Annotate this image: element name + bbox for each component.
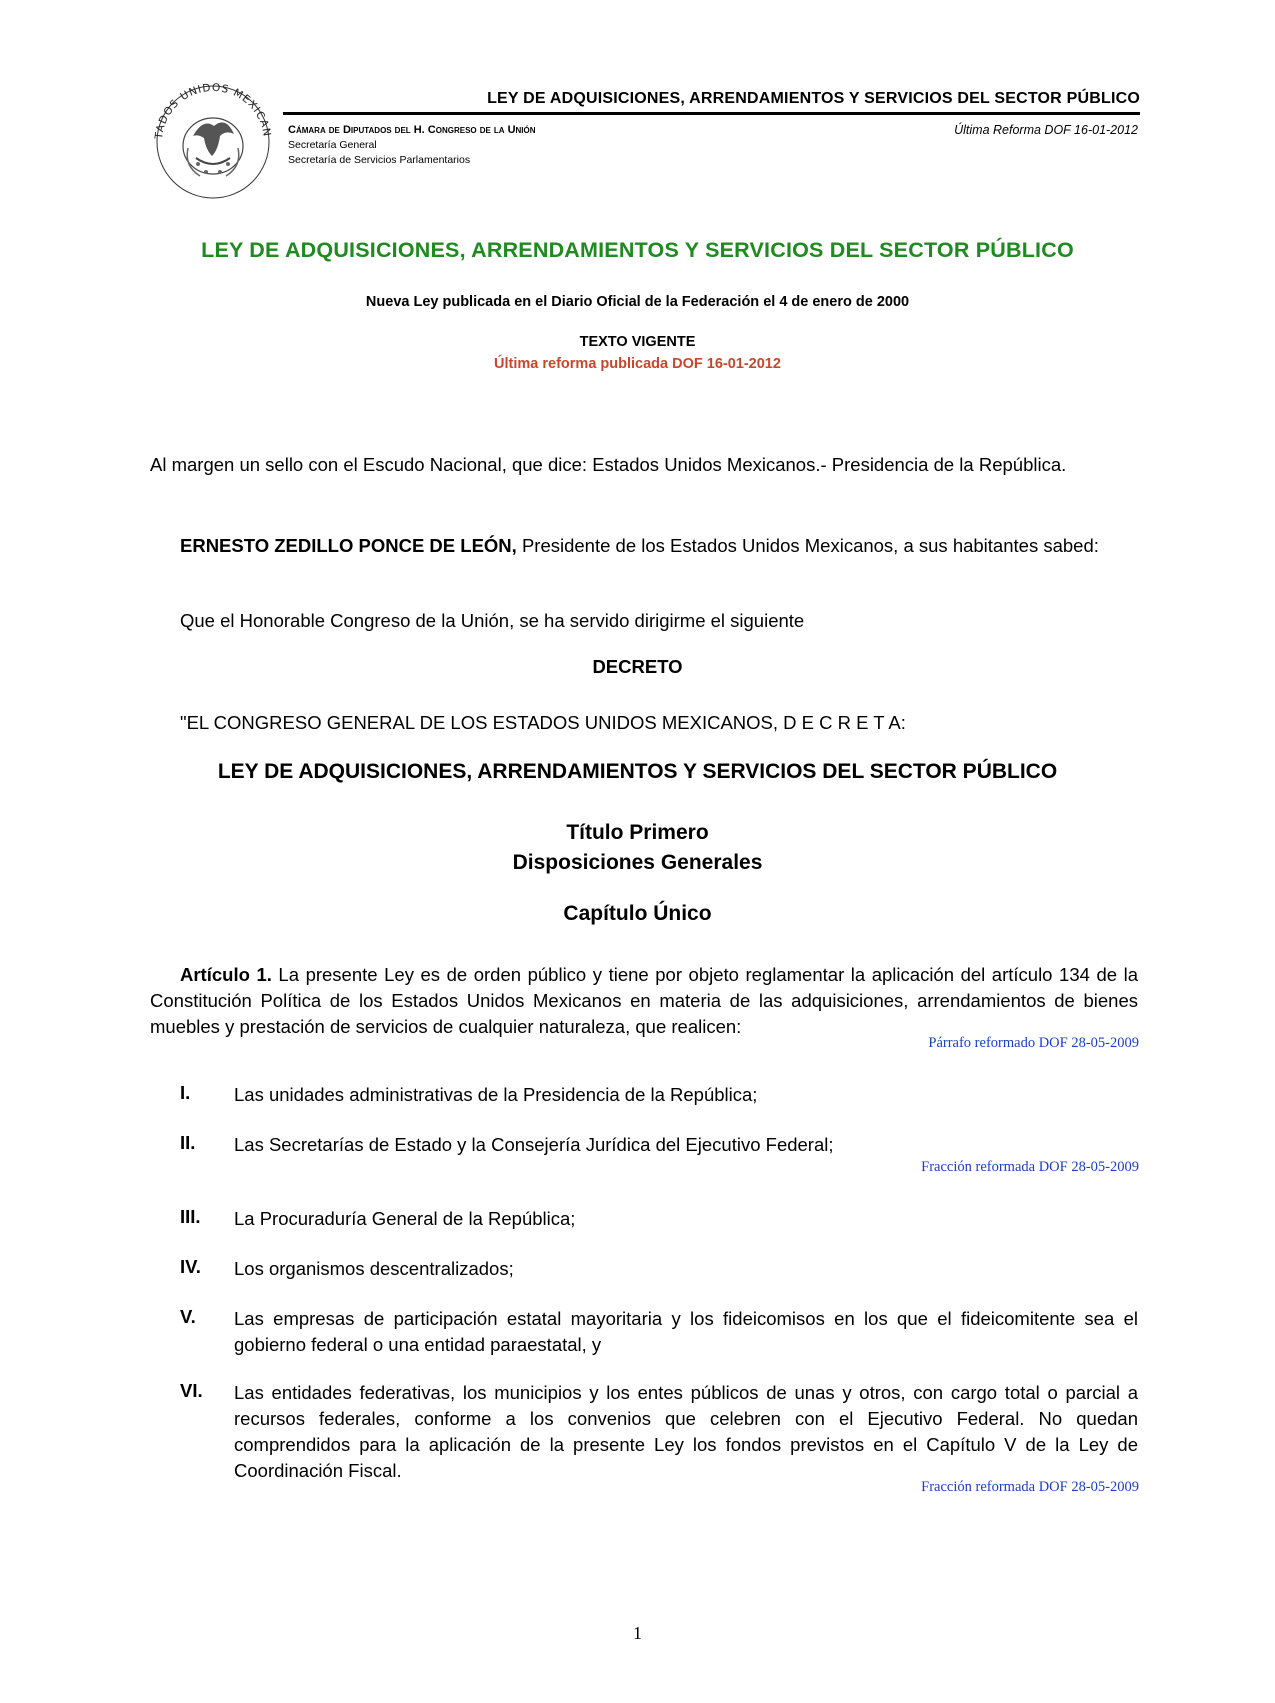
fraction-text: Las empresas de participación estatal mayoritaria y los fideicomisos en los que el fideicomitente sea el gobierno federal o una entidad paraestatal, y: [234, 1308, 1138, 1355]
article-1-text: La presente Ley es de orden público y tiene por objeto reglamentar la aplicación del artículo 134 de la Constitución Política de los Estados Unidos Mexicanos en materia de las adquisiciones, arrendamientos de bienes muebles y prestación de servicios de cualquier naturaleza, que realicen:: [150, 964, 1138, 1037]
running-header-title: LEY DE ADQUISICIONES, ARRENDAMIENTOS Y SERVICIOS DEL SECTOR PÚBLICO: [487, 90, 1140, 107]
fraction-number: IV.: [180, 1256, 201, 1277]
reform-note: Párrafo reformado DOF 28-05-2009: [928, 1035, 1139, 1051]
law-title: LEY DE ADQUISICIONES, ARRENDAMIENTOS Y SERVICIOS DEL SECTOR PÚBLICO: [217, 760, 1058, 783]
secretaria-servicios: Secretaría de Servicios Parlamentarios: [288, 154, 471, 166]
texto-vigente: TEXTO VIGENTE: [579, 334, 696, 350]
reform-note: Fracción reformada DOF 28-05-2009: [921, 1479, 1139, 1495]
paragraph-congress: Que el Honorable Congreso de la Unión, se ha servido dirigirme el siguiente: [180, 610, 805, 631]
article-1-label: Artículo 1.: [180, 964, 272, 985]
document-title: LEY DE ADQUISICIONES, ARRENDAMIENTOS Y SERVICIOS DEL SECTOR PÚBLICO: [201, 238, 1074, 262]
titulo-primero: Título Primero: [566, 821, 709, 844]
fraction-text: Las Secretarías de Estado y la Consejería Jurídica del Ejecutivo Federal;: [234, 1134, 834, 1155]
header-rule: [283, 112, 1140, 115]
fraction-number: III.: [180, 1206, 201, 1227]
fraction-number: V.: [180, 1306, 196, 1327]
disposiciones-generales: Disposiciones Generales: [512, 851, 763, 874]
title-heading: [0, 818, 1275, 878]
paragraph-decreta: "EL CONGRESO GENERAL DE LOS ESTADOS UNIDOS MEXICANOS, D E C R E T A:: [180, 712, 906, 733]
fraction-text: La Procuraduría General de la República;: [234, 1208, 576, 1229]
chamber-name: Cámara de Diputados del H. Congreso de la Unión: [288, 124, 536, 136]
fraction-number: VI.: [180, 1380, 203, 1401]
seal-text: TADOS UNIDOS MEXICAN: [153, 81, 273, 140]
reform-note: Fracción reformada DOF 28-05-2009: [921, 1159, 1139, 1175]
decreto-heading: DECRETO: [592, 656, 683, 677]
secretaria-general: Secretaría General: [288, 139, 377, 151]
fraction-text: Los organismos descentralizados;: [234, 1258, 514, 1279]
president-text: Presidente de los Estados Unidos Mexicanos, a sus habitantes sabed:: [516, 535, 1099, 556]
page-number: 1: [633, 1623, 642, 1643]
paragraph-seal: Al margen un sello con el Escudo Nacional, que dice: Estados Unidos Mexicanos.- Presidencia de la República.: [150, 454, 1067, 475]
last-reform-note: Última reforma publicada DOF 16-01-2012: [494, 356, 781, 372]
chapter-heading: Capítulo Único: [563, 902, 712, 925]
fraction-number: I.: [180, 1082, 191, 1103]
fraction-text: Las entidades federativas, los municipios y los entes públicos de unas y otros, con cargo total o parcial a recursos federales, conforme a los convenios que celebren con el Ejecutivo Federal. No quedan comprendidos para la aplicación de la presente Ley los fondos previstos en el Capítulo V de la Ley de Coordinación Fiscal.: [234, 1382, 1138, 1481]
president-name: ERNESTO ZEDILLO PONCE DE LEÓN,: [180, 535, 517, 556]
national-seal-icon: [148, 78, 278, 200]
fraction-number: II.: [180, 1132, 196, 1153]
publication-note: Nueva Ley publicada en el Diario Oficial de la Federación el 4 de enero de 2000: [365, 294, 910, 310]
header-last-reform: Última Reforma DOF 16-01-2012: [954, 123, 1138, 137]
header-institution: [288, 123, 536, 168]
fraction-text: Las unidades administrativas de la Presidencia de la República;: [234, 1084, 758, 1105]
paragraph-president: [150, 533, 1138, 559]
article-1: [150, 962, 1138, 1040]
